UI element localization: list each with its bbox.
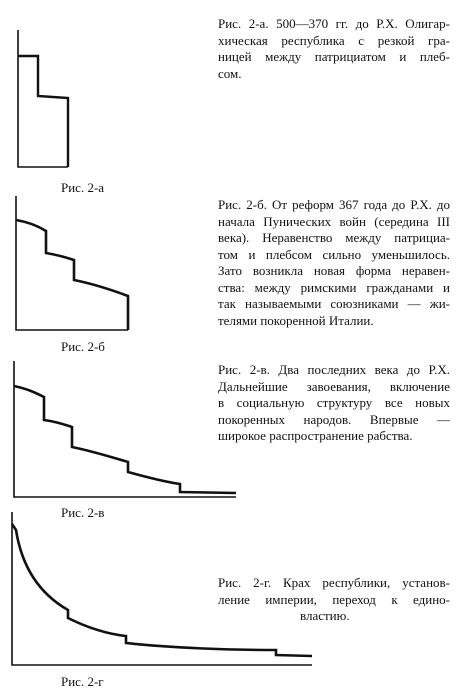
figure-2c-label: Рис. 2-в [61, 505, 105, 520]
figure-2b-axes [16, 196, 128, 330]
figure-2c-curve [14, 386, 236, 493]
caption-line: сом. [218, 65, 242, 81]
caption-line: ства: между римскими гражданами и [218, 279, 450, 295]
figure-2c-graph [14, 361, 236, 497]
figure-2b-curve [16, 220, 128, 330]
caption-line: в социальную структуру все новых [218, 395, 450, 410]
caption-line: Дальнейшие завоевания, включение [218, 378, 450, 394]
figure-2d-label: Рис. 2-г [61, 674, 104, 689]
figure-2b-graph [16, 196, 128, 330]
figure-2a-label: Рис. 2-а [61, 180, 105, 195]
caption-line: века). Неравенство между патрициа- [218, 230, 450, 245]
caption-line: так называемыми союзниками — жи- [218, 296, 450, 311]
caption-line: широкое распространение рабства. [218, 428, 413, 443]
caption-line: властию. [300, 608, 350, 623]
figure-2b-label: Рис. 2-б [61, 339, 105, 354]
figure-2d-caption [218, 575, 450, 625]
caption-line: Зато возникла новая форма неравен- [218, 263, 450, 278]
caption-line: начала Пунических войн (середина III [218, 213, 450, 229]
figure-2c-caption [218, 362, 450, 445]
caption-line: телями покоренной Италии. [218, 312, 374, 328]
figure-2a-graph [18, 30, 68, 167]
caption-line: Рис. 2-г. Крах республики, установ- [218, 575, 450, 590]
caption-line: хическая республика с резкой гра- [218, 32, 450, 48]
caption-line: Рис. 2-а. 500—370 гг. до Р.Х. Олигар- [218, 16, 450, 31]
caption-line: Рис. 2-б. От реформ 367 года до Р.Х. до [218, 197, 450, 212]
caption-line: ницей между патрициатом и плеб- [218, 49, 450, 64]
figure-2c-axes [14, 361, 236, 497]
figure-2a-curve [18, 56, 68, 167]
caption-line: Рис. 2-в. Два последних века до Р.Х. [218, 362, 450, 377]
figure-2a-caption [218, 16, 450, 82]
caption-line: покоренных народов. Впервые — [218, 411, 450, 427]
figure-2b-caption [218, 197, 450, 329]
caption-line: ление империи, переход к едино- [218, 591, 450, 607]
caption-line: том и плебсом сильно уменьшилось. [218, 246, 450, 262]
